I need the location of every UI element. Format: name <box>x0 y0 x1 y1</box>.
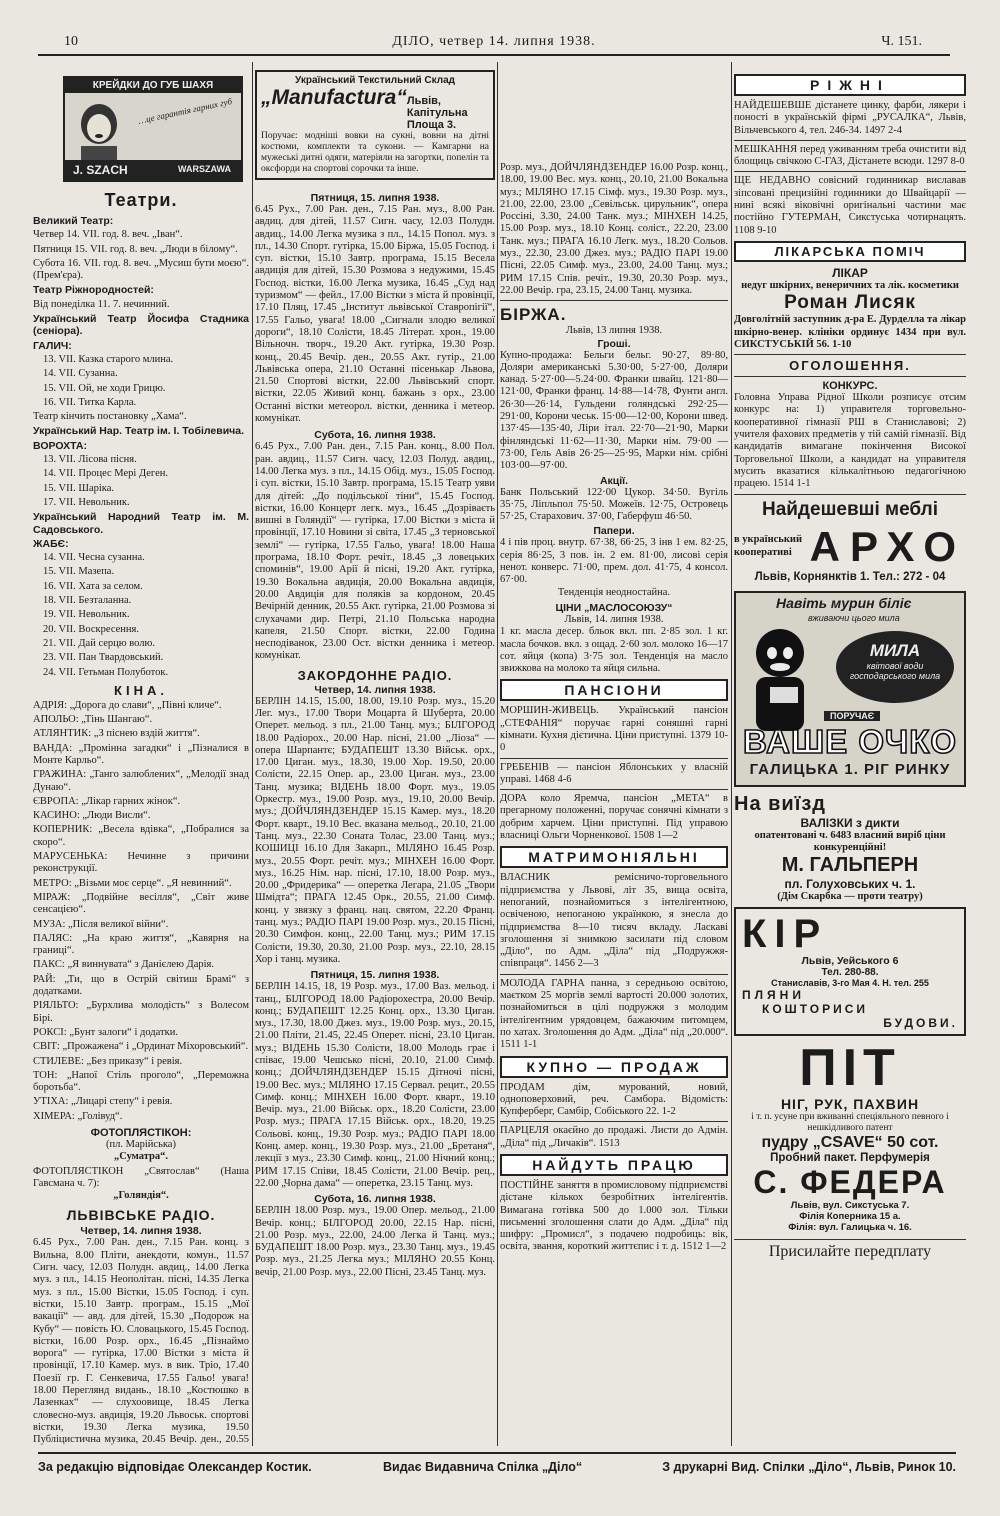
foreign-radio-continued: Розр. муз., ДОЙЧЛЯНДЗЕНДЕР 16.00 Розр. конц., 18.00, 19.00 Вес. муз. конц., 20.10, 21.00 Вокальна муз.; МІЛЯНО 17.15 Сімф. муз., 19.30 Розр. муз., 21.00, 22.00, 23.00 „Севільськ. цирульник“, опера Россіні, 3.30, 24.00 Танк. муз.; МІНХЕН 14.25, 15.00 Розр. муз., 18.10 Конц. соліст., 22.20, 23.00 Танк. муз.; ПРАГА 16.10 Легк. муз., 18.20 Сольов. муз., 22.30, 23.00 Джез. муз.; РАДІО ПАРІ 19.00 Пісні, 22.05 Симф. муз., 23.00, 24.00 Танц. муз.; РИМ 17.15 Спів. речіт., 19.30, 20.30 Розр. муз., 22.00 Вечір. гра, 23.15, 24.00 Танц. музика. <box>500 162 728 296</box>
listing-line: 14. VII. Процес Мері Деген. <box>43 468 168 480</box>
page-footer <box>38 1452 956 1482</box>
kir-ad <box>734 907 966 1036</box>
listing-line: 15. VII. Шаріка. <box>43 482 115 494</box>
kir-address: Львів, Уейського 6 <box>801 955 899 968</box>
departure-headline: На виїзд <box>734 792 826 815</box>
listing-line: ХІМЕРА: „Голівуд“. <box>33 1110 123 1122</box>
listing-line: РОКСІ: „Бунт залоги“ і додатки. <box>33 1026 178 1038</box>
divider <box>734 354 966 355</box>
competition-heading: КОНКУРС. <box>822 380 878 393</box>
divider <box>500 789 728 790</box>
theatres-listing <box>33 215 249 679</box>
lipstick-ad-headline: КРЕЙДКИ ДО ГУБ ШАХЯ <box>65 78 241 93</box>
federa-address-1: Львів, вул. Сикстуська 7. <box>790 1200 910 1212</box>
matrimonial-ad-2: МОЛОДА ГАРНА панна, з середньою освітою, маєтком 25 моргів землі вартості 20.000 золотих, познайомиться в цілі подружжя з молодим інтелігентним урядовцем, бажаючим питомцем, по хатах. Зголошення до Адм. „Діла“ під „20.000“. 1511 1-1 <box>500 977 728 1051</box>
fotoplastikon2-text: ФОТОПЛЯСТІКОН „Святослав“ (Наша Гавсмана ч. 7): <box>33 1165 249 1189</box>
soap-slogan: Навіть мурин біліє <box>776 594 912 611</box>
misc-ad-3: ЩЕ НЕДАВНО совісний годинникар виславав зіпсовані прецизійні годинники до Швайцарії — нині всякі віковічні оригінальні частини має постійно ГУТЕРМАН, Сикстуська чотирнацять. 1108 9-10 <box>734 175 966 236</box>
page-number: 10 <box>64 34 78 49</box>
federa-name: С. ФЕДЕРА <box>753 1164 947 1201</box>
foreign-saturday-heading: Субота, 16. липня 1938. <box>314 1193 436 1206</box>
halpern-note: (Дім Скарбка — проти театру) <box>777 891 923 903</box>
fotoplastikon-show: „Суматра“. <box>114 1151 168 1163</box>
figure-illustration <box>740 623 822 735</box>
butter-prices: 1 кг. масла десер. бльок вкл. пп. 2·85 зол. 1 кг. масла бочков. вкл. з ощад. 2·60 зол. молоко 16—17 сот. яйця (копа) 3·75 зол. Тенденція на масло звижкова на молоко та яйця сильна. <box>500 626 728 675</box>
listing-line: 16. VII. Титка Карла. <box>43 396 137 408</box>
sweat-subheadline: НІГ, РУК, ПАХВИН <box>780 1096 920 1113</box>
foreign-saturday-program: БЕРЛІН 18.00 Розр. муз., 19.00 Опер. мельод., 21.00 Вечір. конц.; БІЛГОРОД 20.00, 22.15 Нар. пісні, 21.00 Розр. муз., 22.00, 24.00 Легка й Танц. муз.; БУДАПЕШТ 18.00 Розр. муз., 23.30 Танц. муз., 19.45 Розр. муз., 21.25 Легка муз.; МІЛЯНО 20.55 Конц. вечір, 21.00 Розр. муз., 22.00 Пісні, 23.45 Танц. муз. <box>255 1205 495 1278</box>
subscribe-line: Присилайте передплату <box>734 1239 966 1261</box>
divider <box>734 376 966 377</box>
exchange-place-date: Львів, 13 липня 1938. <box>565 325 663 337</box>
saturday-heading: Субота, 16. липня 1938. <box>314 429 436 442</box>
manufactura-brand: „Manufactura“ <box>261 86 407 109</box>
listing-line: ПАКС: „Я виннуватa“ з Данієлею Дарія. <box>33 959 215 971</box>
woman-illustration <box>71 100 127 160</box>
listing-line: ТОН: „Напої Стіль проголо“, „Переможна боротьба“. <box>33 1069 249 1094</box>
divider <box>500 300 728 301</box>
soap-bar-line3: господарського мила <box>849 670 941 681</box>
column-rule <box>252 62 253 1446</box>
lipstick-ad-footer <box>65 160 241 180</box>
trial-pack: Пробний пакет. Перфумерія <box>770 1152 930 1165</box>
doctor-details: Довголітній заступник д-ра Е. Дурделла та лікар шкірно-венер. клініки ординує 1434 при вул. СИКСТУСЬКІЙ 56. 1-10 <box>734 314 966 350</box>
trend-note: Тенденція неодностайна. <box>557 586 671 598</box>
sale-band: КУПНО — ПРОДАЖ <box>500 1056 728 1078</box>
listing-line: МЕТРО: „Візьми моє серце“. „Я невинний“. <box>33 877 232 889</box>
misc-ad-2: МЕШКАННЯ перед уживанням треба очистити від блощиць свічкою С-ГАЗ, Дістанете всюди. 1297 8-0 <box>734 143 966 168</box>
listing-line: Четвер 14. VII. год. 8. веч. „Іван“. <box>33 229 183 241</box>
kir-logo: КІР <box>742 912 829 957</box>
lviv-radio-program: 6.45 Рух., 7.00 Ран. ден., 7.15 Ран. конц. з Вильна, 8.00 Пліти, анекдоти, комун., 11.57 Сигн. часу, 12.03 Полудн. авдиц., 14.00 Легка муз. з пл., 14.15 Неополітан. пісні, 14.35 Легка муз. з пл., 15.00 Вістки, 15.05 Господ. і суп. вістки, 15.10 Завтр. програм., 15.15 „Мої вакації“ — авд. для дітей, 15.30 „Подорож на Кубу“ — повість Ю. Словацького, 15.45 Господ. вістки, 16.00 Розр. орх., 16.45 „Пізнаймо ворога“ — гутірка, 17.00 Вістки з міста й провінції, 17.10 Камер. муз. в вик. Тріо, 17.40 Поезії гр. Г. Сенкевича, 17.55 Гальо! увага! 18.00 Переглянд видань., 18.10 „Костюшко в Лазенках“ — слухоовище, 18.45 Легка словесно-муз. авдиція, 19.20 Львоськ. спортові вістки, 19.30 Легка музика, 19.50 Публіцистична музика, 20.45 Вечір. ден., 20.55 <box>33 1237 249 1446</box>
listing-line: СВІТ: „Прожажена“ і „Ординат Міхоровський“. <box>33 1041 249 1053</box>
lipstick-ad <box>63 76 243 182</box>
matrimonial-ad-1: ВЛАСНИК ремісничо-торговельного підприємства у Львові, літ 35, вища освіта, непоганий, познайомиться з інтелігентною, освіченою, непоганою українкою, я знесла до підприємства 8—10 тисяч вкладу. Ласкаві зголошення зі знимкою засилати під словом „Діло“, по Адм. „Діла“ під „Подружжя-співпраця“. 1456 2—3 <box>500 872 728 970</box>
listing-line: МІРАЖ: „Подвійне весілля“, „Світ живе сенсацією“. <box>33 891 249 916</box>
column-1 <box>33 62 249 1446</box>
money-heading: Гроші. <box>597 337 631 350</box>
listing-line: 14. VII. Чесна сузанна. <box>43 552 145 564</box>
sweat-headline: ПІТ <box>799 1039 901 1098</box>
furniture-cooperative-label: в український кооперативі <box>734 534 803 558</box>
listing-line: СТИЛЕВЕ: „Без приказу“ і ревія. <box>33 1055 183 1067</box>
friday-program: 6.45 Рух., 7.00 Ран. ден., 7.15 Ран. муз., 8.00 Ран. авдиц. для дітей, 11.57 Сигн. часу, 12.03 Полудн. авдиц., 14.00 Легка музика з пл., 14.15 Попол. муз. з пл., 14.30 Спорт. гутірка, 15.00 Біржа, 15.05 Господ. і суп. вістки, 15.10 Завтр. програма, 15.15 Весела авдиція для дітей, 15.30 Розмова з недужими, 15.45 Господ. вістки, 16.00 Легка музика, 16.45 „Суд над туризмом“ — фейл., 17.00 Вістки з міста й провінції, 17.10 Пляц, 17.45 „Інститут львівської Ставропігії“, 17.55 Гальо, увага! 18.00 „Сигнали злодю великої дороги“, 18.10 Солісти, 18.45 Літерат. хрон., 19.00 Вільночн. творч., 19.20 Акт. гутірка, 19.30 Розр. конц., 20.45 Вечір. ден., 20.55 Акт. гутір., 21.00 Львівська опера, 21.10 Останні пісенькар Львова, 21.50 Спортові вістки, 22.00 Львівський спорт. вістки, 22.05 Живий конц. бажань з орх., 23.00 Останні вістки метеорол. вістки, денника і метеор. комунікат. <box>255 204 495 425</box>
butter-prices-heading: ЦІНИ „МАСЛОСОЮЗУ“ <box>555 601 673 614</box>
lipstick-ad-tagline: …це гарантія гарних губ <box>137 96 233 126</box>
lviv-radio-day: Четвер, 14. липня 1938. <box>80 1225 202 1238</box>
manufactura-title-row <box>261 86 489 131</box>
listing-line: ЄВРОПА: „Лікар гарних жінок“. <box>33 795 181 807</box>
listing-line: Театр кінчить постановку „Хама“. <box>33 411 187 423</box>
listing-line: 16. VII. Хата за селом. <box>43 580 143 592</box>
sweat-text: і т. п. усуне при вживанні спеціяльного певного і нешкідливого патент <box>751 1112 949 1134</box>
divider <box>500 758 728 759</box>
listing-line: 18. VII. Безталанна. <box>43 595 132 607</box>
column-rule <box>497 62 498 1446</box>
kir-phone: Тел. 280-88. <box>821 967 879 979</box>
doctor-name: Роман Лисяк <box>784 292 916 314</box>
listing-line: 15. VII. Ой, не ходи Грицю. <box>43 382 166 394</box>
listing-line: АТЛЯНТИК: „З піснею вздій життя“. <box>33 728 200 740</box>
foreign-radio-heading: ЗАКОРДОННЕ РАДІО. <box>297 667 453 683</box>
misc-ad-1: НАЙДЕШЕВШЕ дістанете цинку, фарби, лякери і поності в українській фірмі „РУСАЛКА“, Львів, Вільчевського 4, тел. 246-34. 1497 2-4 <box>734 100 966 136</box>
soap-bar-title: МИЛА <box>869 640 921 660</box>
securities-rates: 4 і пів проц. внутр. 67·38, 66·25, 3 інв 1 ем. 82·25, серія 86·25, 3 пов. ін. 2 ем. 81·00, лисові серія ненот. конверс. 71·00, прем. дол. 41·75, 4 консол. 67·00. <box>500 537 728 586</box>
fotoplastikon2-show: „Голяндія“. <box>113 1190 169 1202</box>
jobs-band: НАЙДУТЬ ПРАЦЮ <box>500 1154 728 1176</box>
fotoplastikon-address: (пл. Марійська) <box>106 1139 176 1150</box>
column-3 <box>500 62 728 1446</box>
soap-shop-address: ГАЛИЦЬКА 1. РІГ РИНКУ <box>749 760 951 778</box>
kir-branch: Станиславів, 3-го Мая 4. Н. тел. 255 <box>771 978 929 989</box>
listing-line: Субота 16. VII. год. 8. веч. „Мусиш бути моєю“. (Прем'єра). <box>33 257 249 282</box>
footer-publisher: Видає Видавнича Спілка „Діло“ <box>383 1460 583 1474</box>
listing-line: 15. VII. Мазепа. <box>43 566 115 578</box>
listing-line: 20. VII. Воскресення. <box>43 623 139 635</box>
listing-line: 17. VII. Невольник. <box>43 496 130 508</box>
foreign-friday-heading: Пятниця, 15. липня 1938. <box>310 969 440 982</box>
foreign-thursday-program: БЕРЛІН 14.15, 15.00, 18.00, 19.10 Розр. муз., 15.20 Лег. муз., 17.00 Твори Моцарта й Шуберта, 20.00 Оперет. мельод. з пл., 21.00 Танц. муз.; БІЛГОРОД 18.00 Радіорох., 20.00 Нар. пісні, 21.00 „Ліоза“ — опера Шарпантє; БУДАПЕШТ 13.30 Військ. орх., 17.00 Циган. муз., 18.30, 19.00 Хор. 19.50, 20.00 Солісти, 22.15 Опер. ар., 23.00 Циган. муз., 23.00 Танц. музика; ВІДЕНЬ 18.00 Форт. муз., 19.05 Оркестр. муз., 19.00 Розр. муз., 19.10, 20.00 Вечір. муз.; ДОЙЧЛЯНДЗЕНДЕР 15.15 Камер. муз., 18.20 Форт. кварт., 19.10 Вес. вказана мельод., 20.10, 21.00 Танц. муз., 22.30 Соната Толас, 23.00 Танц. муз.; КОШИЦІ 16.10 Для Закарп., МІЛЯНО 16.45 Розр. муз., 20.55 Форт. речіт. муз.; МІНХЕН 16.00 Форт. муз., 16.25 Нім. нар. пісні, 17.10, 18.00 Розр. муз., 20.00 „Фридерика“ — оперетка Легара, 21.05 „Твори Шмідта“; ПРАГА 12.45 Орк., 20.55, 21.00 Симф. конц. у звязку з франц. нац. святом, 22.20 Франц. танц. муз.; РАДІО ПАРІ 19.00 Розр. муз., 20.15 Пісні, 20.30 Симфон. конц., 22.00 Танц. муз.; РИМ 17.15 Солісти, 19.30, 20.30, 21.00 Розр. муз., 22.10, 28.15 Хор і танц. музика. <box>255 695 495 965</box>
manufactura-address: Львів, Капітульна Площа 3. <box>406 95 468 131</box>
divider <box>500 974 728 975</box>
cinemas-listing <box>33 700 249 1123</box>
listing-line: ГАЛИЧ: <box>33 339 72 352</box>
foreign-thursday-heading: Четвер, 14. липня 1938. <box>314 683 436 696</box>
listing-line: ГРАЖИНА: „Танго залюблених“, „Мелодії знад Дунаю“. <box>33 769 249 793</box>
divider <box>734 494 966 495</box>
divider <box>500 1121 728 1122</box>
divider <box>734 140 966 141</box>
divider <box>734 171 966 172</box>
listing-line: 19. VII. Невольник. <box>43 609 130 621</box>
competition-text: Головна Управа Рідної Школи розписує отсим конкурс на: 1) управителя торговельно-кооперативної гімназії РШ в Станиславові; 2) учителя фахових предметів у тій самій гімназії. Від кандидатів вимагане покінчення Високої Торговельної Школи, а кандидат на управителя мусить вказатися кількалітньою педагогічною працею. 1514 1-1 <box>734 392 966 490</box>
securities-heading: Папери. <box>593 525 635 538</box>
kir-buildings: БУДОВИ. <box>883 1016 958 1031</box>
jobs-ad-1: ПОСТІЙНЕ заняття в промисловому підприємстві дістане кількох безробітних інтелігентів. Вимагана готівка 500 до 1.000 зол. Тільки письменні зголошення слати до Адм. „Діла“ під шифру: „Промисл“, з подачею подробиць: вік, освіта, звання, короткий життєпис і т. д. 1512 1—2 <box>500 1180 728 1253</box>
federa-address-3: Філія: вул. Галицька ч. 16. <box>788 1222 912 1234</box>
listing-line: ВАНДА: „Промінна загадки“ і „Пізналися в Монте Карльо“. <box>33 742 249 766</box>
column-4 <box>734 62 966 1446</box>
listing-line: ПАЛЯС: „На краю життя“, „Кавярня на границі“. <box>33 932 249 957</box>
soap-bar-line2: квітової води <box>866 660 924 671</box>
sale-ad-2: ПАРЦЕЛЯ окаєйно до продажі. Листи до Адмін. „Діла“ під „Личаків“. 1513 <box>500 1125 728 1149</box>
foreign-friday-program: БЕРЛІН 14.15, 18, 19 Розр. муз., 17.00 Ваз. мельод. і танц., БІЛГОРОД 18.00 Радіорохестра, 20.00 Вечір. конц.; БУДАПЕШТ 12.25 Конц. орх., 13.30 Циган. муз., 17.30, 18.00 Джез. муз., 19.00 Розр. муз., 20.15, 21.00 Пліти, 21.45, 22.45 Оперет. пісні, 23.10 Циган. муз.; ВІДЕНЬ 15.30 Солісти, 18.00 Молодь грає і співає, 19.00 Чешсько пісні, 20.10, 21.00 Симф. конц.; ДОЙЧЛЯНДЗЕНДЕР 15.15 Дітночі пісні, 19.00 Вес. муз.; МІЛЯНО 17.15 Сервал. рецит., 20.55 Симф. конц.; МІНХЕН 16.00 Форт. кварт., 19.10 Вечір. муз., 21.00 Військ. орх., 18.20 Солісти, 23.00 Розр. муз.; ПРАГА 17.15 Військ. орх., 18.20, 19.25 Сольові. конц., 19.30 Розр. муз.; РАДІО ПАРІ 18.00 Конц. амер. конц., 19.30 Розр. муз., 21.00 „Бретаня“, лекції з муз., 23.30 Симф. конц., 21.00 Нічний конц.; РИМ 17.15 Співи, 18.45 Солісти, 21.00 Вечір. рец., 22.00 „Чорна дама“ — оперетка, 23.15 Танц. муз. <box>255 981 495 1189</box>
suitcases-headline: ВАЛІЗКИ з дикти <box>800 815 900 830</box>
kir-plans: ПЛЯНИ <box>742 988 805 1003</box>
lipstick-city: WARSZAWA <box>178 164 231 174</box>
soap-bar <box>836 631 954 703</box>
federa-address-2: Філія Коперника 15 а. <box>799 1211 901 1223</box>
arho-logo: АРХО <box>809 522 966 570</box>
listing-line: МУЗА: „Після великої війни“. <box>33 918 169 930</box>
butter-prices-date: Львів, 14. липня 1938. <box>564 613 664 625</box>
fotoplastikon-heading: ФОТОПЛЯСТІКОН: <box>90 1127 192 1139</box>
listing-line: УТІХА: „Лицарі степу“ і ревія. <box>33 1096 173 1108</box>
doctor-specialty: недуг шкірних, венеричних та лік. косметики <box>741 279 959 291</box>
pension-ad-1: МОРШИН-ЖИВЕЦЬ. Український пансіон „СТЕФАНІЯ“ поручає гарні соняшні гарні кімнати. Кухня дієтична. Ціни приступні. 1379 10-0 <box>500 705 728 754</box>
listing-line: Від понеділка 11. 7. нечинний. <box>33 298 170 310</box>
listing-line: Пятниця 15. VII. год. 8. веч. „Люди в білому“. <box>33 243 238 255</box>
listing-line: РІЯЛЬТО: „Бурхлива молодість“ з Волесом Бірі. <box>33 1000 249 1024</box>
footer-editor: За редакцію відповідає Олександер Костик. <box>38 1460 312 1474</box>
listing-line: ЖАБЄ: <box>33 537 69 550</box>
listing-line: РАЙ: „Ти, що в Острій світиш Брамі“ з додатками. <box>33 973 249 998</box>
issue-number: Ч. 151. <box>881 34 922 49</box>
column-rule <box>731 62 732 1446</box>
listing-line: 13. VII. Лісова пісня. <box>43 454 137 466</box>
doctor-label: ЛІКАР <box>832 265 868 280</box>
listing-line: ВОРОХТА: <box>33 439 87 452</box>
listing-line: Український Нар. Театр ім. І. Тобілевича. <box>33 425 244 438</box>
theatres-heading: Театри. <box>104 190 178 210</box>
medical-band: ЛІКАРСЬКА ПОМІЧ <box>734 241 966 262</box>
soap-shop-name: ВАШЕ ОЧКО <box>742 722 958 760</box>
shares-rates: Банк Польський 122·00 Цукор. 34·50. Вугіль 35·75, Ліпльпол 75·50. Можеїв. 12·75, Островець 57·25, Старахович. 37·00, Габерфуш 46·50. <box>500 486 728 523</box>
listing-line: 24. VII. Гетьман Полуботок. <box>43 666 169 678</box>
listing-line: 14. VII. Сузанна. <box>43 368 118 380</box>
listing-line: МАРУСЕНЬКА: Нечинне з причини реконструкції. <box>33 851 249 875</box>
soap-ad <box>734 591 966 787</box>
manufactura-subtitle: Український Текстильний Склад <box>294 75 456 86</box>
listing-line: АПОЛЬО: „Тінь Шангаю“. <box>33 714 153 726</box>
arho-address: Львів, Корнянктів 1. Тел.: 272 - 04 <box>754 570 946 583</box>
lviv-radio-heading: ЛЬВІВСЬКЕ РАДІО. <box>66 1207 216 1224</box>
sale-ad-1: ПРОДАМ дім, мурований, новий, одноповерховий, реч. Самбора. Відомість: Купферберг, Самбір, Собіського 22. 1-2 <box>500 1081 728 1118</box>
friday-heading: Пятниця, 15. липня 1938. <box>310 192 440 204</box>
pensions-band: ПАНСІОНИ <box>500 679 728 701</box>
shares-heading: Акції. <box>599 474 629 487</box>
column-2 <box>255 62 495 1446</box>
exchange-heading: БІРЖА. <box>500 305 567 325</box>
pension-ad-3: ДОРА коло Яремча, пансіон „МЕТА“ в прегарному положенні, поручає сонячні кімнати з добрим харчем. Ціни приступні. Під управою власниці Ольги Чорненкової. 1508 1—2 <box>500 793 728 842</box>
announcements-heading: ОГОЛОШЕННЯ. <box>789 358 911 374</box>
listing-line: Театр Ріжнородностей: <box>33 284 154 297</box>
manufactura-ad <box>255 70 495 180</box>
saturday-program: 6.45 Рух., 7.00 Ран. ден., 7.15 Ран. конц., 8.00 Пол. ран. авдиц., 11.57 Сигн. часу, 12.03 Полуд. авдиц., 14.00 Легка муз. з пл., 14.15 Обід. муз., 15.05 Господ. і суп. вістки, 15.10 Завтр. програма, 15.15 Театр уяви для дітей: „До подільської тіни“, 15.45 Господ. вістки, 16.00 Концерт легк. муз., 16.45 „Дозріваєть вишні в Голяндії“ — гутірка, 17.00 Вістки з міста й провінції, 17.10 Новини зі світа, 17.45 „З терновської землі“ — гутірка, 17.55 Гальо, увага! 18.00 Наша програма, 18.10 Форт. речіт., 18.45 „З ловецьких споминів“, 19.00 Арії й пісні, 19.20 Акт. гутірка, 19.30 Вокальна авдиція, 20.00 Вокальна авдиція, 20.00 Авдиція для поляків за кордоном, 20.45 Вечірній денник, 20.55 Акт. гутірка, 21.00 Розмова зі слухачами дир. Петрі, 21.10 Польська народна капеля, 21.50 Спорт. вістки, 22.00 Година несподіванок, 23.00 Ост. вістки денника і метеор. комунікат. <box>255 441 495 662</box>
kir-estimates: КОШТОРИСИ <box>762 1002 869 1017</box>
halpern-address: пл. Голуховських ч. 1. <box>784 877 916 892</box>
arho-row <box>734 522 966 570</box>
lipstick-brand: J. SZACH <box>73 163 128 177</box>
listing-line: Великий Театр: <box>33 215 114 227</box>
cinemas-heading: КІНА. <box>114 682 168 698</box>
pension-ad-2: ГРЕБЕНІВ — пансіон Яблонських у власній управі. 1468 4-6 <box>500 761 728 785</box>
listing-line: Український Театр Йосифа Стадника (сеніора). <box>33 313 249 338</box>
suitcases-text: опатентовані ч. 6483 власний виріб ціни конкуренційні! <box>754 829 946 853</box>
listing-line: КОПЕРНИК: „Весела вдівка“, „Побралися за скоро“. <box>33 824 249 848</box>
currency-rates: Купно-продажа: Бельги бельг. 90·27, 89·80, Доляри американські 5.30·00, 5·27·00, Доляри канад. 5·27·00—5.24·00. Франки швайц. 121·80—121·00, Франки франц. 14·88—14·78, Фунти англ. 26·30—26·14, Гульдени голяндські 292·25—291·00, Корони чеськ. 15·00—12·00, Корони швед. 137·45—135·40, Ліри італ. 22·70—21·90, Марки фінляндські 11·62—11·30, Марки нім. 79·00 — 73·00, Гель Авів 26·25—25·95, Марки нім. срібні 103·00—97·00. <box>500 349 728 472</box>
soap-slogan-sub: вживаючи цього мила <box>808 612 900 623</box>
listing-line: 13. VII. Казка старого млина. <box>43 353 174 365</box>
page-header <box>38 30 950 56</box>
furniture-headline: Найдешевші меблі <box>761 498 939 520</box>
footer-printer: З друкарні Вид. Спілки „Діло“, Львів, Ринок 10. <box>662 1460 956 1474</box>
powder-price: пудру „CSAVE“ 50 сот. <box>761 1134 939 1152</box>
manufactura-text: Поручає: модніші вовки на сукні, вовни на дітні костюми, комплекти та сукони. — Камгарни на мужеські дитні одяги, матеріяли на загортки, попелін та оксфорди на спортові сорочки та інше. <box>261 131 489 174</box>
listing-line: 23. VII. Пан Твардовський. <box>43 652 164 664</box>
masthead-line: ДІЛО, четвер 14. липня 1938. <box>392 34 596 49</box>
halpern-name: М. ГАЛЬПЕРН <box>781 854 919 877</box>
recommends-label: ПОРУЧАЄ <box>824 711 880 721</box>
listing-line: Український Народний Театр ім. М. Садовського. <box>33 511 249 536</box>
misc-band: РІЖНІ <box>734 74 966 96</box>
listing-line: КАСИНО: „Люди Висли“. <box>33 810 151 822</box>
listing-line: 21. VII. Дай серцю волю. <box>43 637 155 649</box>
matrimonial-band: МАТРИМОНІЯЛЬНІ <box>500 846 728 868</box>
listing-line: АДРІЯ: „Дорога до слави“, „Півні кличе“. <box>33 699 222 711</box>
